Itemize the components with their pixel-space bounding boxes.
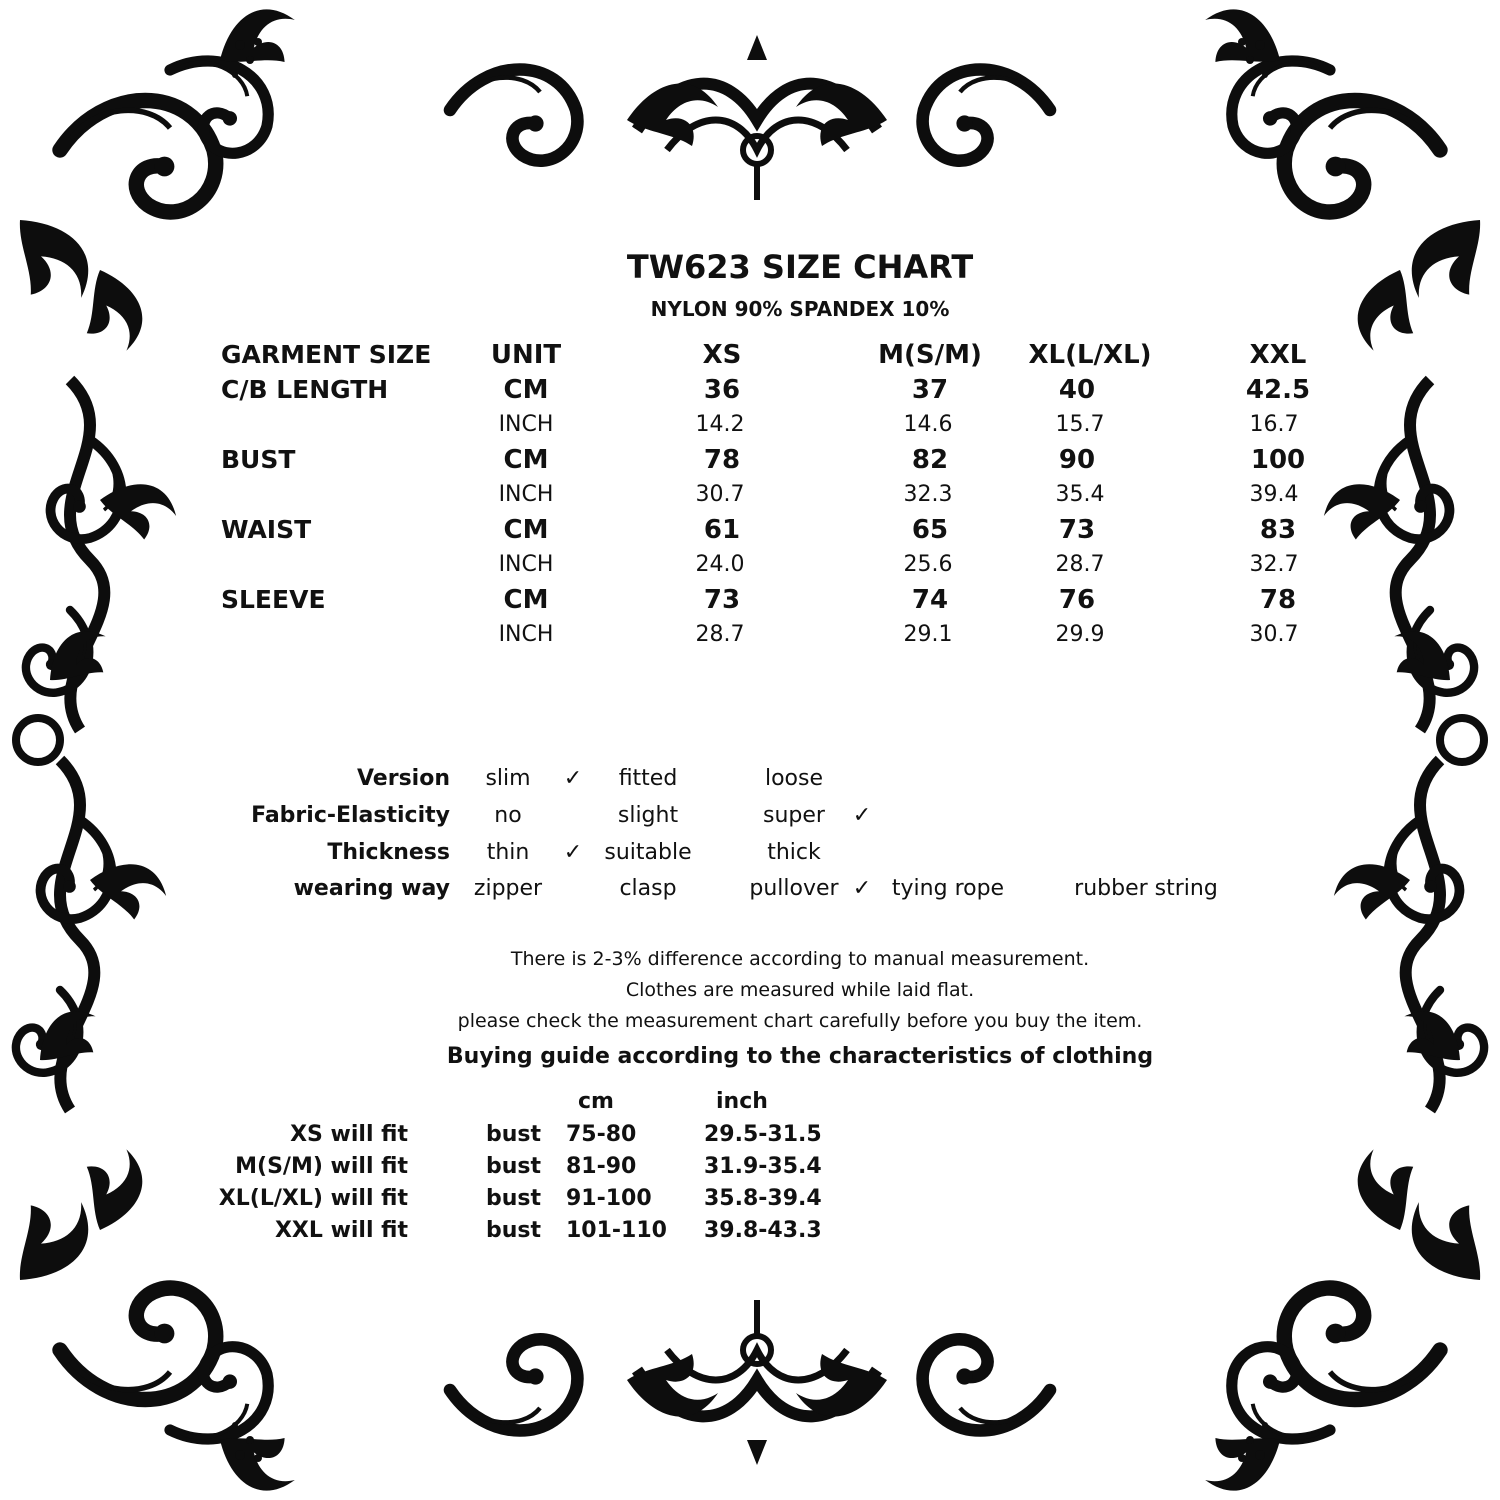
measure-name: WAIST xyxy=(221,515,312,544)
fit-part: bust xyxy=(486,1154,542,1179)
column-cm: cm xyxy=(578,1089,614,1114)
buying-guide-row xyxy=(0,1186,1500,1216)
fit-inch: 39.8-43.3 xyxy=(704,1218,822,1243)
measure-name: BUST xyxy=(221,445,296,474)
unit-inch: INCH xyxy=(498,552,554,577)
fit-part: bust xyxy=(486,1186,542,1211)
unit-inch: INCH xyxy=(498,412,554,437)
header-size-xs: XS xyxy=(702,340,742,370)
buying-guide-row xyxy=(0,1154,1500,1184)
fit-inch: 35.8-39.4 xyxy=(704,1186,822,1211)
value-cell: 29.1 xyxy=(903,622,953,647)
value-cell: 28.7 xyxy=(1055,552,1105,577)
option-clasp: clasp xyxy=(619,876,677,901)
fit-cm: 81-90 xyxy=(566,1154,637,1179)
option-slim: slim xyxy=(485,766,531,791)
value-cell: 42.5 xyxy=(1245,375,1311,405)
check-mark: ✓ xyxy=(563,766,583,791)
value-cell: 40 xyxy=(1058,375,1096,405)
unit-inch: INCH xyxy=(498,622,554,647)
unit-cm: CM xyxy=(503,585,549,615)
table-row-sleeve-cm xyxy=(0,585,1500,619)
fit-part: bust xyxy=(486,1122,542,1147)
value-cell: 83 xyxy=(1259,515,1297,545)
fit-label: XL(L/XL) will fit xyxy=(218,1186,408,1211)
table-row-cb-length-cm xyxy=(0,375,1500,409)
fit-label: XS will fit xyxy=(290,1122,408,1147)
unit-cm: CM xyxy=(503,375,549,405)
measure-name: C/B LENGTH xyxy=(221,375,389,404)
value-cell: 39.4 xyxy=(1249,482,1299,507)
chart-title: TW623 SIZE CHART xyxy=(626,248,974,286)
value-cell: 30.7 xyxy=(1249,622,1299,647)
option-thick: thick xyxy=(767,840,821,865)
value-cell: 14.2 xyxy=(695,412,745,437)
option-thin: thin xyxy=(486,840,530,865)
attribute-label: Thickness xyxy=(327,840,450,865)
attribute-label: wearing way xyxy=(293,876,450,901)
value-cell: 36 xyxy=(703,375,741,405)
value-cell: 78 xyxy=(1259,585,1297,615)
value-cell: 29.9 xyxy=(1055,622,1105,647)
unit-inch: INCH xyxy=(498,482,554,507)
value-cell: 32.3 xyxy=(903,482,953,507)
option-suitable: suitable xyxy=(604,840,692,865)
value-cell: 90 xyxy=(1058,445,1096,475)
attribute-label: Fabric-Elasticity xyxy=(251,803,450,828)
size-table-header xyxy=(0,340,1500,374)
table-row-bust-inch xyxy=(0,482,1500,516)
fit-cm: 101-110 xyxy=(566,1218,667,1243)
table-row-sleeve-inch xyxy=(0,622,1500,656)
table-row-bust-cm xyxy=(0,445,1500,479)
value-cell: 82 xyxy=(911,445,949,475)
value-cell: 32.7 xyxy=(1249,552,1299,577)
buying-guide-row xyxy=(0,1122,1500,1152)
option-loose: loose xyxy=(764,766,824,791)
unit-cm: CM xyxy=(503,515,549,545)
value-cell: 28.7 xyxy=(695,622,745,647)
value-cell: 37 xyxy=(911,375,949,405)
note-check-chart: please check the measurement chart carefully before you buy the item. xyxy=(457,1010,1143,1032)
attribute-label: Version xyxy=(356,766,450,791)
header-unit: UNIT xyxy=(490,340,562,370)
option-slight: slight xyxy=(617,803,679,828)
value-cell: 76 xyxy=(1058,585,1096,615)
note-measurement-difference: There is 2-3% difference according to manual measurement. xyxy=(510,948,1090,970)
header-garment-size: GARMENT SIZE xyxy=(221,340,432,369)
option-rubber-string: rubber string xyxy=(1074,876,1218,901)
value-cell: 15.7 xyxy=(1055,412,1105,437)
value-cell: 73 xyxy=(1058,515,1096,545)
attribute-row-wearing-way xyxy=(0,876,1500,910)
value-cell: 61 xyxy=(703,515,741,545)
check-mark: ✓ xyxy=(563,840,583,865)
attribute-row-version xyxy=(0,766,1500,800)
option-pullover: pullover xyxy=(749,876,839,901)
check-mark: ✓ xyxy=(852,803,872,828)
note-laid-flat: Clothes are measured while laid flat. xyxy=(625,979,975,1001)
value-cell: 78 xyxy=(703,445,741,475)
buying-guide-row xyxy=(0,1218,1500,1248)
value-cell: 74 xyxy=(911,585,949,615)
value-cell: 65 xyxy=(911,515,949,545)
table-row-cb-length-inch xyxy=(0,412,1500,446)
value-cell: 25.6 xyxy=(903,552,953,577)
value-cell: 35.4 xyxy=(1055,482,1105,507)
value-cell: 24.0 xyxy=(695,552,745,577)
header-size-m: M(S/M) xyxy=(878,340,982,370)
value-cell: 16.7 xyxy=(1249,412,1299,437)
header-size-xl: XL(L/XL) xyxy=(1028,340,1152,370)
value-cell: 14.6 xyxy=(903,412,953,437)
check-mark: ✓ xyxy=(852,876,872,901)
fit-label: M(S/M) will fit xyxy=(235,1154,408,1179)
fit-inch: 31.9-35.4 xyxy=(704,1154,822,1179)
value-cell: 30.7 xyxy=(695,482,745,507)
option-zipper: zipper xyxy=(473,876,543,901)
buying-guide-title: Buying guide according to the characteristics of clothing xyxy=(446,1044,1154,1069)
fit-cm: 91-100 xyxy=(566,1186,652,1211)
column-inch: inch xyxy=(716,1089,768,1114)
option-tying-rope: tying rope xyxy=(891,876,1005,901)
fit-inch: 29.5-31.5 xyxy=(704,1122,822,1147)
header-size-xxl: XXL xyxy=(1249,340,1307,370)
fabric-composition: NYLON 90% SPANDEX 10% xyxy=(650,297,950,321)
unit-cm: CM xyxy=(503,445,549,475)
attribute-row-fabric-elasticity xyxy=(0,803,1500,837)
value-cell: 100 xyxy=(1250,445,1306,475)
value-cell: 73 xyxy=(703,585,741,615)
attribute-row-thickness xyxy=(0,840,1500,874)
buying-guide-header xyxy=(0,1089,1500,1119)
table-row-waist-inch xyxy=(0,552,1500,586)
option-super: super xyxy=(763,803,825,828)
table-row-waist-cm xyxy=(0,515,1500,549)
fit-cm: 75-80 xyxy=(566,1122,637,1147)
option-no: no xyxy=(494,803,522,828)
option-fitted: fitted xyxy=(618,766,678,791)
measure-name: SLEEVE xyxy=(221,585,326,614)
fit-part: bust xyxy=(486,1218,542,1243)
fit-label: XXL will fit xyxy=(274,1218,408,1243)
